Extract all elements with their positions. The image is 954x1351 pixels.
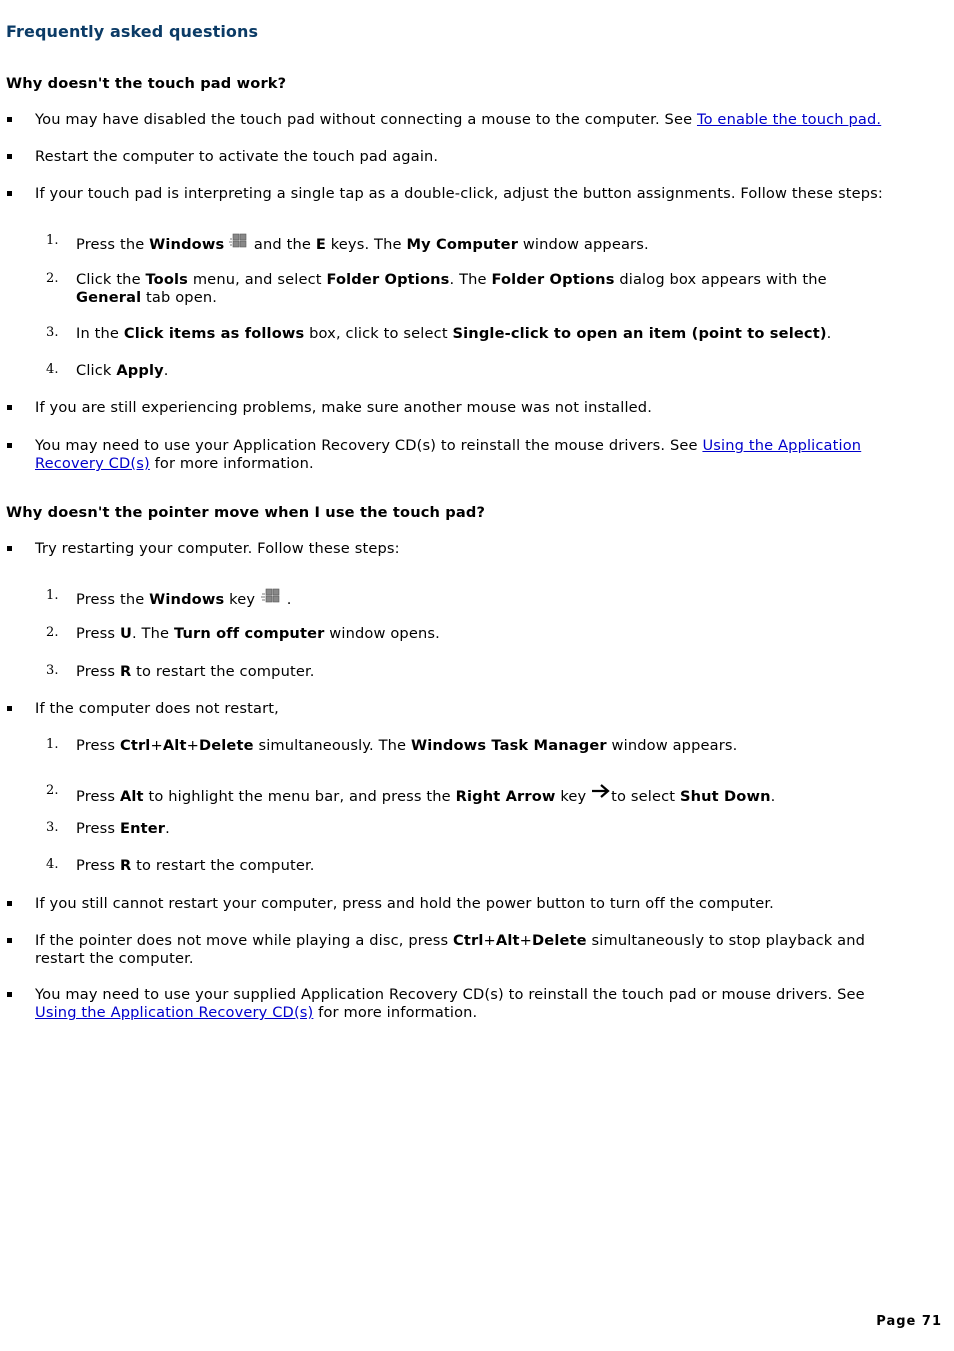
list-item: If you still cannot restart your computer, press and hold the power button to turn off the computer. — [35, 895, 774, 912]
bullet-icon — [7, 901, 12, 906]
list-item: You may have disabled the touch pad without connecting a mouse to the computer. See To enable the touch pad. — [35, 111, 882, 128]
right-arrow-icon — [591, 783, 611, 804]
step-item: Press the Windows and the E keys. The My Computer window appears. — [76, 233, 649, 256]
bullet-icon — [7, 938, 12, 943]
step-number: 2. — [46, 625, 59, 640]
question-heading-touchpad: Why doesn't the touch pad work? — [6, 75, 287, 92]
step-item: Press Alt to highlight the menu bar, and press the Right Arrow key to select Shut Down. — [76, 783, 775, 806]
step-number: 1. — [46, 233, 59, 248]
bullet-icon — [7, 706, 12, 711]
step-number: 1. — [46, 737, 59, 752]
list-item: If you are still experiencing problems, make sure another mouse was not installed. — [35, 399, 652, 416]
list-item: If the pointer does not move while playing a disc, press Ctrl+Alt+Delete simultaneously to stop playback and restart the computer. — [35, 932, 866, 967]
recovery-cd-link[interactable]: Using the Application Recovery CD(s) — [35, 1004, 314, 1021]
step-item: Click Apply. — [76, 362, 169, 379]
step-item: Press U. The Turn off computer window opens. — [76, 625, 440, 642]
step-item: Press the Windows key . — [76, 588, 292, 611]
bullet-icon — [7, 443, 12, 448]
step-number: 3. — [46, 820, 59, 835]
step-item: Click the Tools menu, and select Folder Options. The Folder Options dialog box appears with the General tab open. — [76, 271, 827, 306]
question-heading-pointer: Why doesn't the pointer move when I use the touch pad? — [6, 504, 486, 521]
step-number: 2. — [46, 271, 59, 286]
step-number: 4. — [46, 857, 59, 872]
step-number: 4. — [46, 362, 59, 377]
step-number: 3. — [46, 325, 59, 340]
step-number: 1. — [46, 588, 59, 603]
list-item: You may need to use your supplied Application Recovery CD(s) to reinstall the touch pad or mouse drivers. See Using the Application Recovery CD(s) for more information. — [35, 986, 865, 1021]
list-item: Try restarting your computer. Follow these steps: — [35, 540, 400, 557]
recovery-cd-link-cont[interactable]: Recovery CD(s) — [35, 455, 150, 472]
step-item: Press Enter. — [76, 820, 170, 837]
step-item: Press Ctrl+Alt+Delete simultaneously. The Windows Task Manager window appears. — [76, 737, 738, 754]
bullet-icon — [7, 992, 12, 997]
step-number: 2. — [46, 783, 59, 798]
bullet-icon — [7, 546, 12, 551]
step-item: Press R to restart the computer. — [76, 663, 315, 680]
page-title: Frequently asked questions — [6, 22, 259, 41]
step-item: Press R to restart the computer. — [76, 857, 315, 874]
list-item: You may need to use your Application Recovery CD(s) to reinstall the mouse drivers. See Using the Application Recovery CD(s) for more information. — [35, 437, 862, 472]
bullet-icon — [7, 117, 12, 122]
windows-key-icon — [260, 588, 282, 611]
windows-key-icon — [229, 233, 249, 256]
enable-touchpad-link[interactable]: To enable the touch pad. — [696, 111, 882, 128]
list-item: If the computer does not restart, — [35, 700, 279, 717]
list-item: Restart the computer to activate the touch pad again. — [35, 148, 439, 165]
step-number: 3. — [46, 663, 59, 678]
step-item: In the Click items as follows box, click to select Single-click to open an item (point to select). — [76, 325, 832, 342]
list-item: If your touch pad is interpreting a single tap as a double-click, adjust the button assignments. Follow these steps: — [35, 185, 883, 202]
page-number: Page 71 — [876, 1314, 942, 1329]
bullet-icon — [7, 191, 12, 196]
bullet-icon — [7, 405, 12, 410]
recovery-cd-link[interactable]: Using the Application — [702, 437, 862, 454]
bullet-icon — [7, 154, 12, 159]
